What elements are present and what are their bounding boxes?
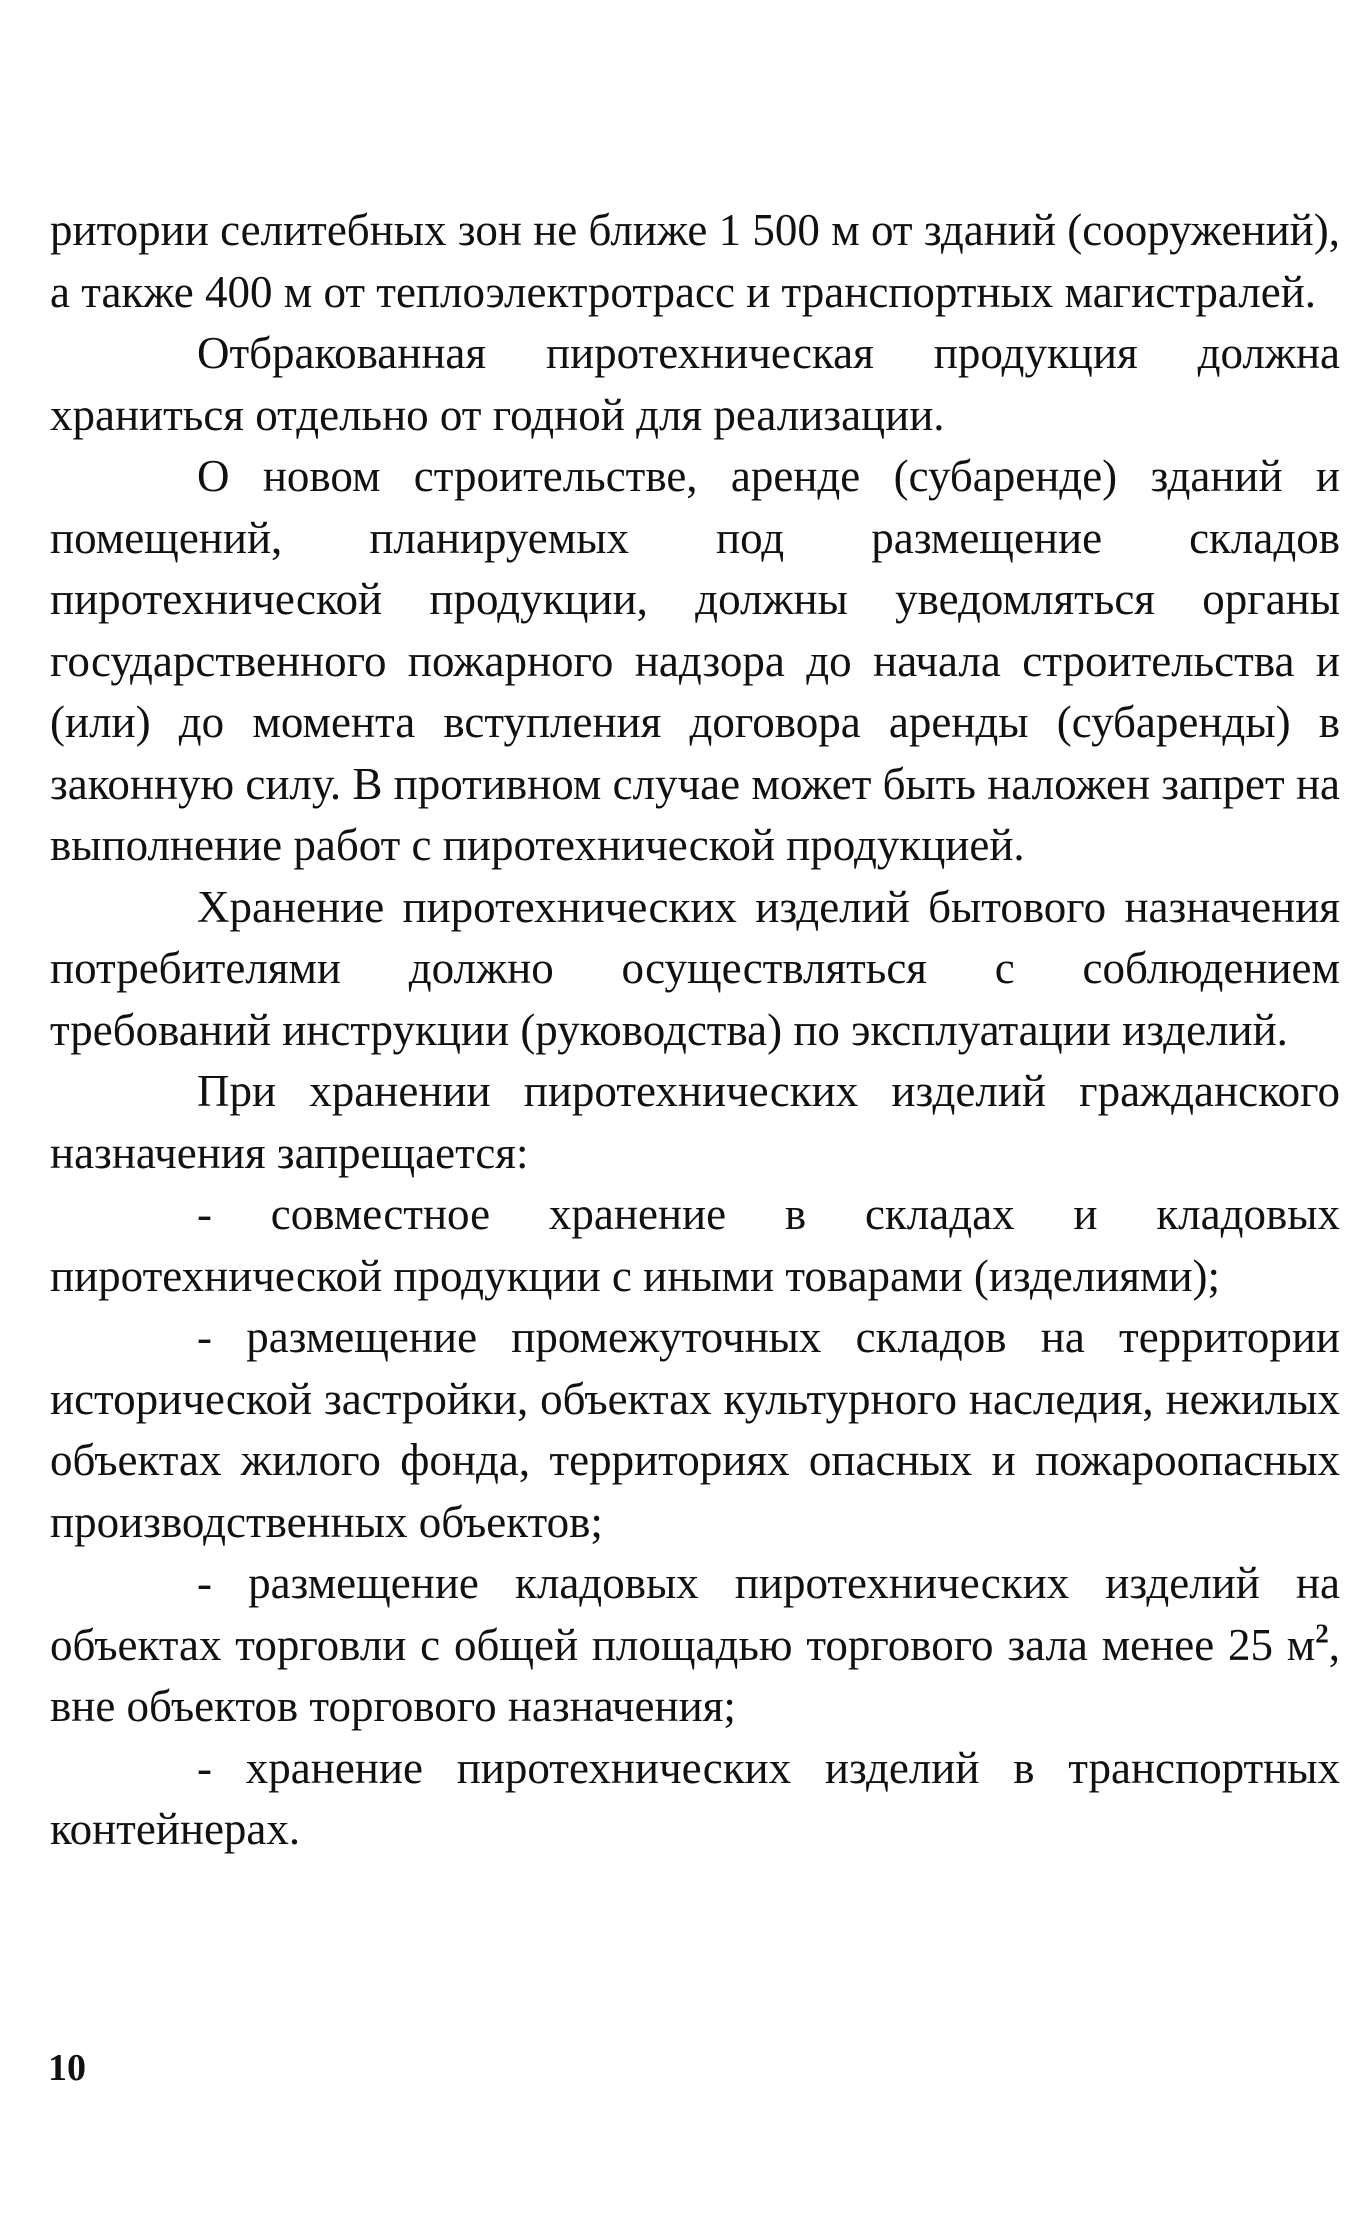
list-item-transport-containers: - хранение пиротехнических изделий в транспортных контейнерах. bbox=[50, 1742, 1340, 1854]
paragraph-rejected-products: Отбракованная пиротехническая продукция должна храниться отдельно от годной для реализации. bbox=[50, 328, 1340, 440]
page-number: 10 bbox=[48, 2047, 86, 2089]
list-item-joint-storage: - совместное хранение в складах и кладовых пиротехнической продукции с иными товарами (изделиями); bbox=[50, 1189, 1340, 1301]
area-superscript: 2 bbox=[1315, 1617, 1329, 1648]
paragraph-household-storage: Хранение пиротехнических изделий бытового назначения потребителями должно осуществляться с соблюдением требований инструкции (руководства) по эксплуатации изделий. bbox=[50, 881, 1340, 1055]
list-item-storerooms-area bbox=[50, 1553, 1340, 1738]
area-text-before: - размещение кладовых пиротехнических изделий на объектах торговли с общей площадью торгового зала менее 25 м bbox=[50, 1558, 1340, 1670]
paragraph-construction-notice: О новом строительстве, аренде (субаренде) зданий и помещений, планируемых под размещение складов пиротехнической продукции, должны уведомляться органы государственного пожарного надзора до начала строительства и (или) до момента вступления договора аренды (субаренды) в законную силу. В противном случае может быть наложен запрет на выполнение работ с пиротехнической продукцией. bbox=[50, 451, 1340, 870]
paragraph-prohibitions-intro: При хранении пиротехнических изделий гражданского назначения запрещается: bbox=[50, 1066, 1340, 1178]
paragraph-continuation: ритории селитебных зон не ближе 1 500 м от зданий (сооружений), а также 400 м от теплоэлектротрасс и транспортных магистралей. bbox=[50, 205, 1340, 317]
page-body bbox=[50, 200, 1340, 1861]
list-item-intermediate-warehouses: - размещение промежуточных складов на территории исторической застройки, объектах культурного наследия, нежилых объектах жилого фонда, территориях опасных и пожароопасных производственных объектов; bbox=[50, 1312, 1340, 1547]
area-text-after: , вне объектов торгового назначения; bbox=[50, 1619, 1340, 1731]
